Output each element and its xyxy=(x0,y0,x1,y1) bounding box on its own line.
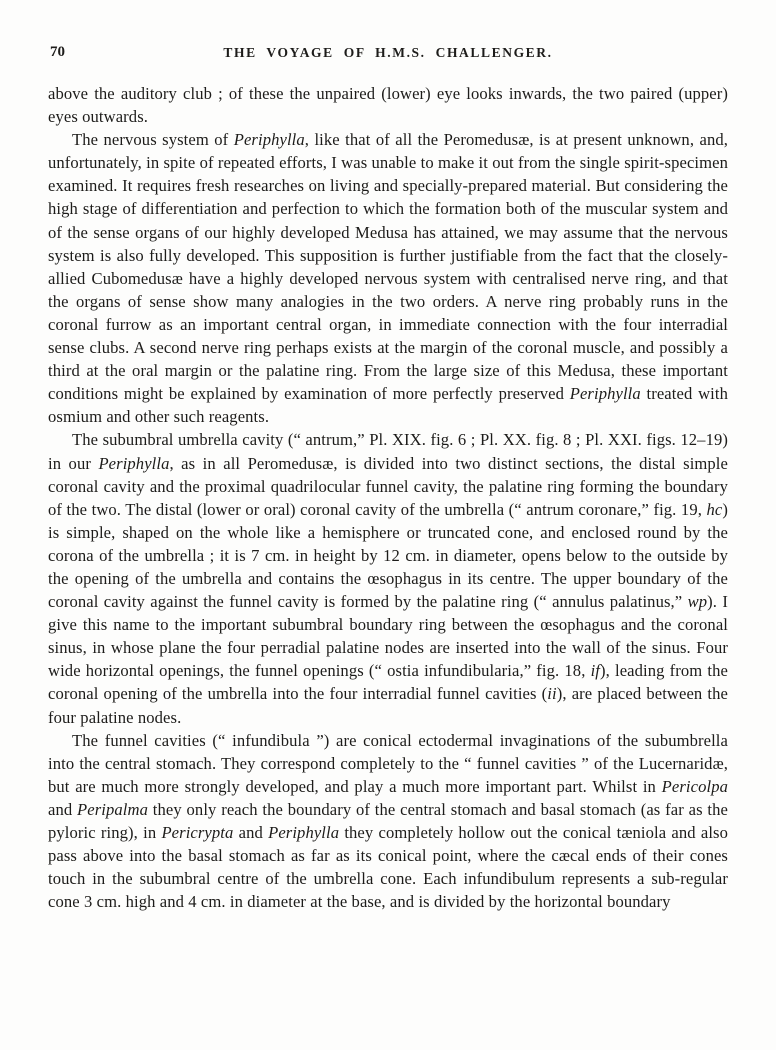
text-segment: ). I give this name to the important subumbral boundary ring between the œsophagus and the coronal sinus, in whose plane the four perradial palatine nodes are inserted into the wall of the sinus. Four wide horizontal openings, the funnel openings (“ ostia infundibularia,” fig. 18, xyxy=(48,592,728,681)
text-segment: The subumbral umbrella cavity (“ antrum,” Pl. XIX. fig. 6 ; Pl. XX. fig. 8 ; Pl. XXI. figs. 12–19) in our xyxy=(48,430,728,473)
italic-text-segment: Peripalma xyxy=(77,799,149,819)
text-segment: The nervous system of xyxy=(72,130,234,150)
text-segment: ), leading from the coronal opening of the umbrella into the four interradial funnel cavities ( xyxy=(48,661,729,704)
paragraph xyxy=(48,428,728,728)
text-segment: ), are placed between the four palatine nodes. xyxy=(48,684,728,727)
text-segment: they only reach the boundary of the central stomach and basal stomach (as far as the pyloric ring), in xyxy=(48,799,728,842)
page-number: 70 xyxy=(50,44,65,60)
italic-text-segment: Periphylla xyxy=(98,453,170,473)
running-title: THE VOYAGE OF H.M.S. CHALLENGER. xyxy=(223,45,553,60)
paragraph xyxy=(48,128,728,428)
text-segment: and xyxy=(48,799,78,819)
italic-text-segment: Pericrypta xyxy=(161,823,234,842)
text-segment: , as in all Peromedusæ, is divided into two distinct sections, the distal simple coronal cavity and the proximal quadrilocular funnel cavity, the palatine ring forming the boundary of the two. The distal (lower or oral) coronal cavity of the umbrella (“ antrum coronare,” fig. 19, xyxy=(48,453,728,519)
italic-text-segment: Pericolpa xyxy=(661,776,728,796)
text-segment: above the auditory club ; of these the unpaired (lower) eye looks inwards, the two paired (upper) eyes outwards. xyxy=(48,84,728,127)
text-segment: , like that of all the Peromedusæ, is at present unknown, and, unfortunately, in spite of repeated efforts, I was unable to make it out from the single spirit-specimen examined. It requires fresh researches on living and specially-prepared material. But considering the high stage of differentiation and perfection to which the formation both of the muscular system and of the sense organs of our highly developed Medusa has attained, we may assume that the nervous system is also fully developed. This supposition is further justifiable from the fact that the closely-allied Cubomedusæ have a highly developed nervous system with centralised nerve ring, and that the organs of sense show many analogies in the two orders. A nerve ring probably runs in the coronal furrow as an important central organ, in immediate connection with the four interradial sense clubs. A second nerve ring perhaps exists at the margin of the coronal muscle, and possibly a third at the oral margin or the palatine ring. From the large size of this Medusa, these important conditions might be explained by examination of more perfectly preserved xyxy=(48,130,729,404)
italic-text-segment: Periphylla xyxy=(233,130,305,150)
text-segment: ) is simple, shaped on the whole like a hemisphere or truncated cone, and enclosed round by the corona of the umbrella ; it is 7 cm. in height by 12 cm. in diameter, opens below to the outside by the opening of the umbrella and contains the œsophagus in its centre. The upper boundary of the coronal cavity against the funnel cavity is formed by the palatine ring (“ annulus palatinus,” xyxy=(48,499,728,612)
text-segment: and xyxy=(233,823,269,842)
italic-text-segment: ii xyxy=(547,684,557,704)
text-segment: they completely hollow out the conical tæniola and also pass above into the basal stomach as far as its conical point, where the cæcal ends of their cones touch in the subumbral centre of the umbrella cone. Each infundibulum represents a sub-regular cone 3 cm. high and 4 cm. in diameter at the base, and is divided by the horizontal boundary xyxy=(48,823,728,912)
italic-text-segment: if xyxy=(590,661,600,681)
paragraph xyxy=(48,729,728,914)
text-segment: The funnel cavities (“ infundibula ”) are conical ectodermal invaginations of the subumbrella into the central stomach. They correspond completely to the “ funnel cavities ” of the Lucernaridæ, but are much more strongly developed, and play a much more important part. Whilst in xyxy=(48,730,728,796)
page-body xyxy=(48,82,728,913)
page-header xyxy=(48,42,728,68)
text-segment: treated with osmium and other such reagents. xyxy=(48,384,728,427)
italic-text-segment: wp xyxy=(687,592,708,612)
italic-text-segment: Periphylla xyxy=(569,384,641,404)
italic-text-segment: Periphylla xyxy=(268,823,340,842)
italic-text-segment: hc xyxy=(706,499,723,519)
paragraph xyxy=(48,82,728,128)
